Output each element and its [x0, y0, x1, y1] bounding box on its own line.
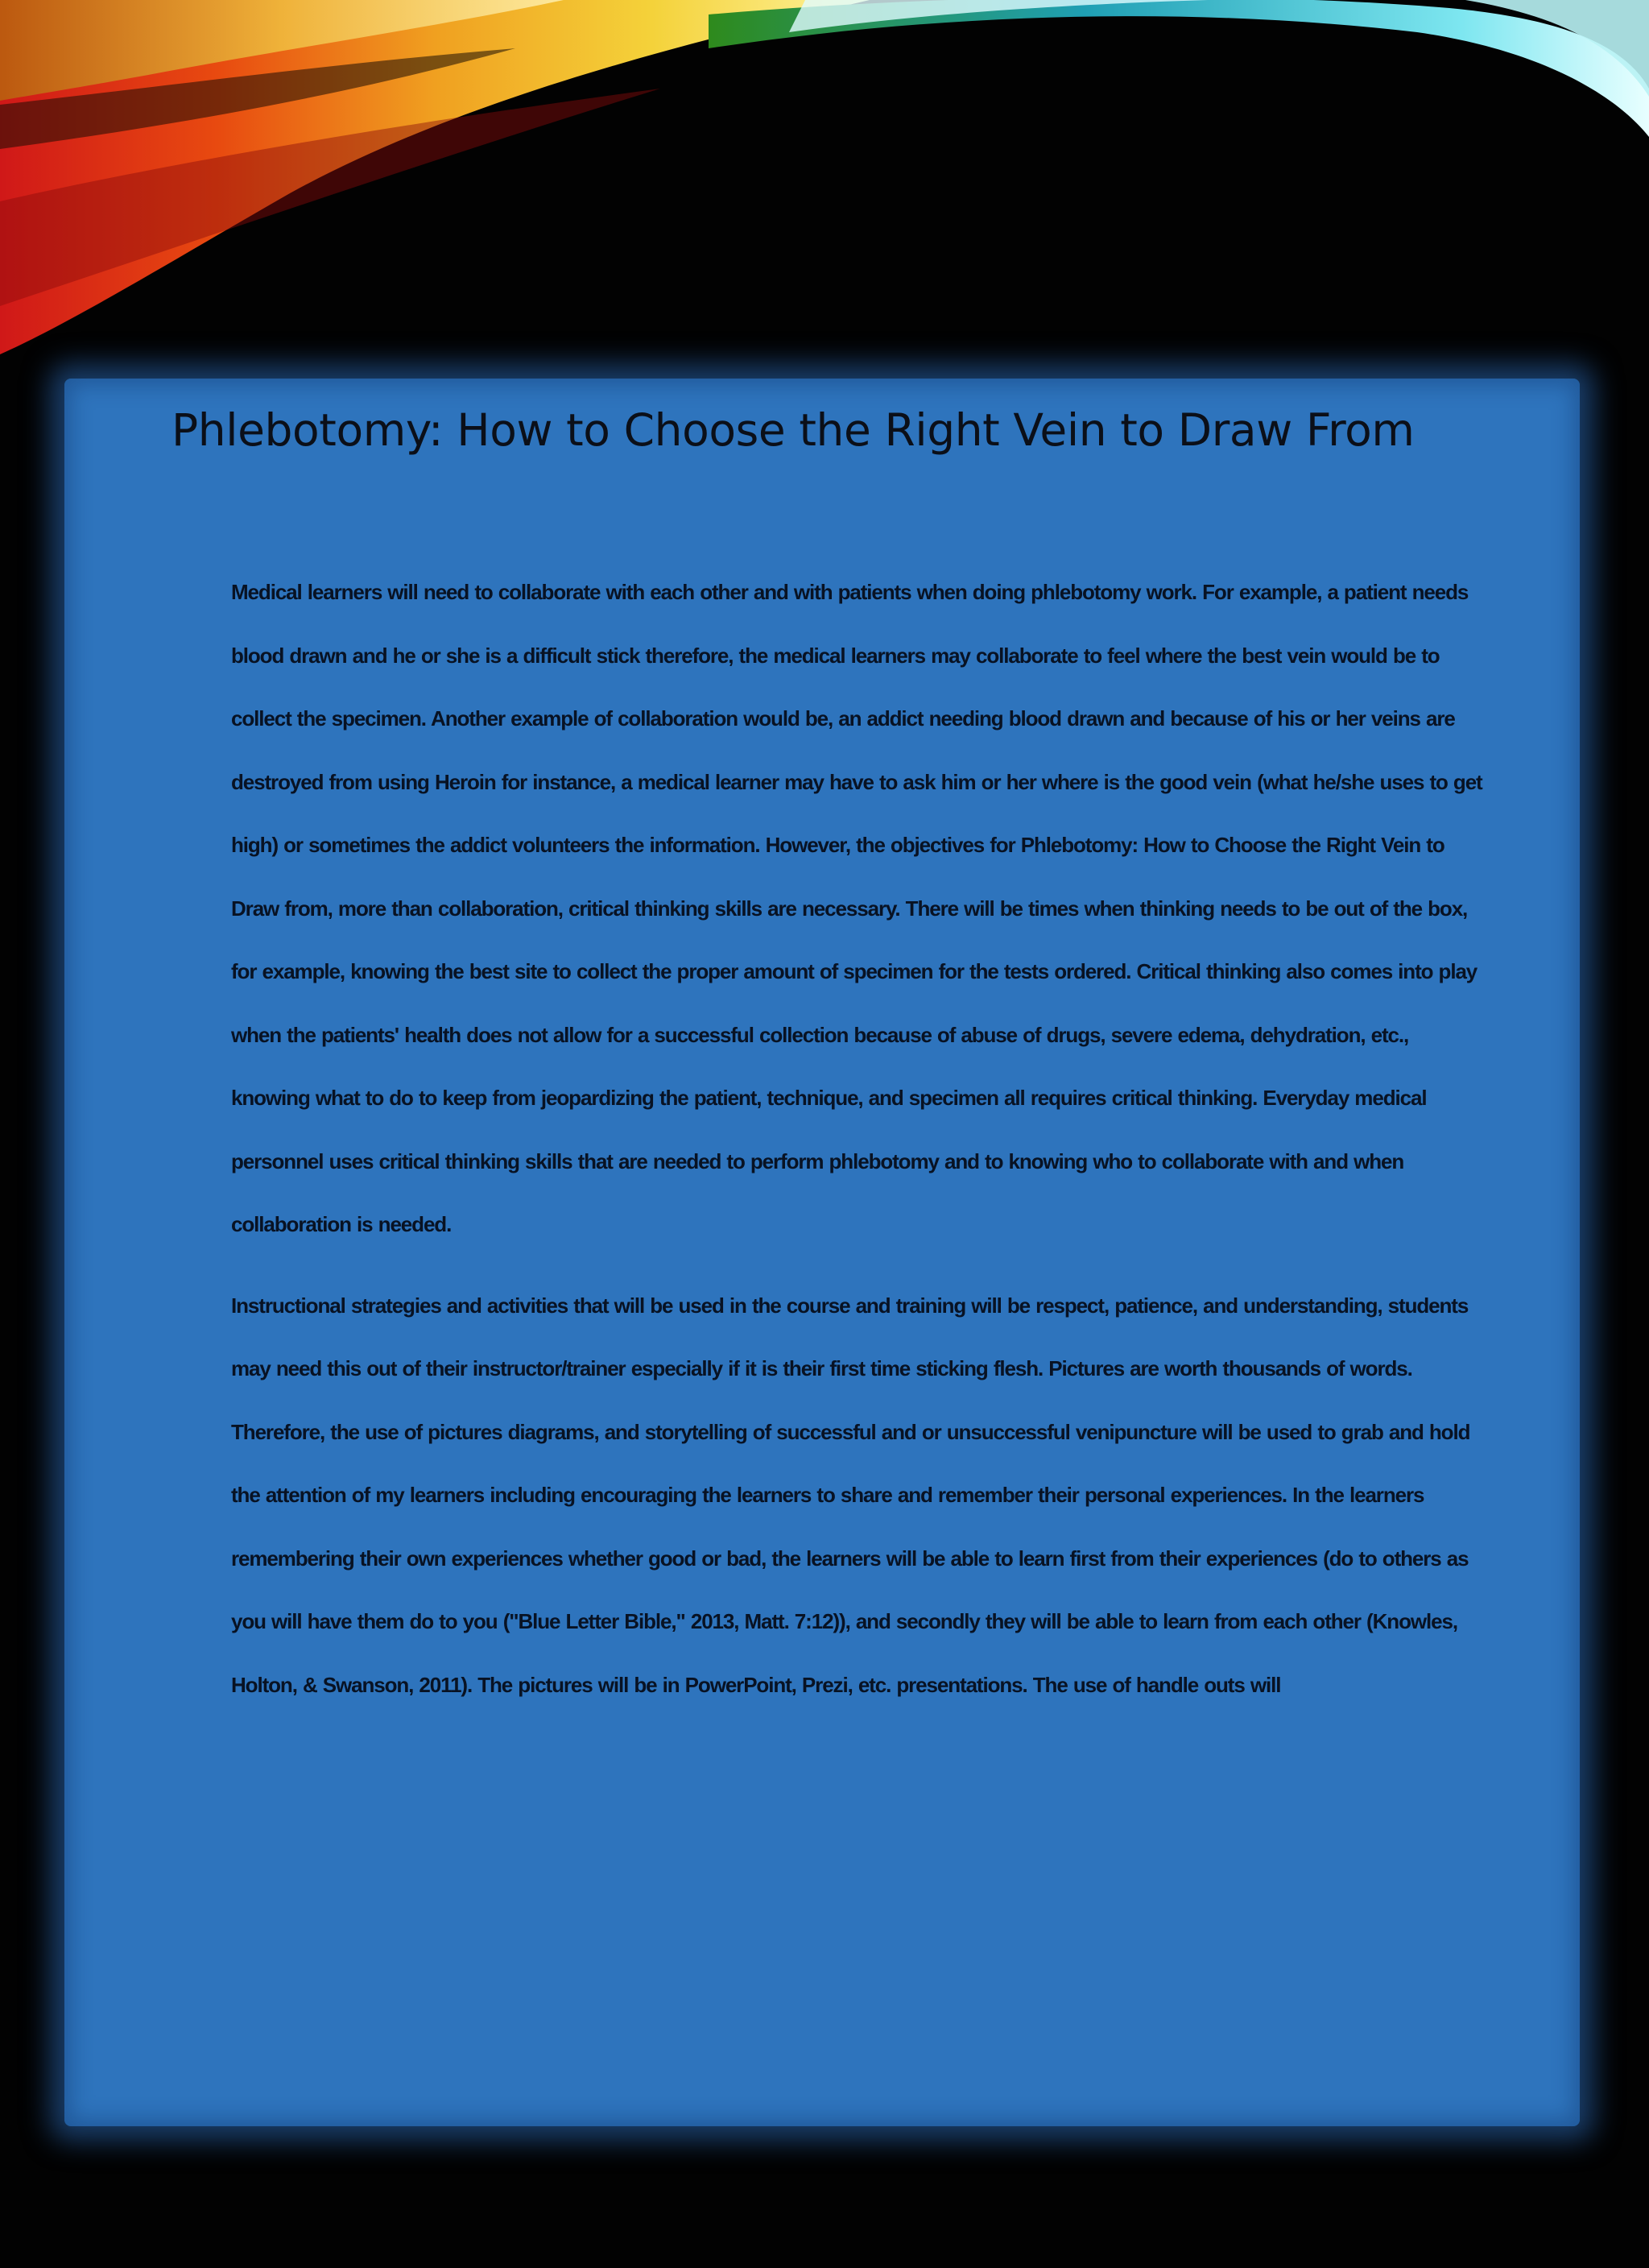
- body-paragraph-1: Medical learners will need to collaborate with each other and with patients when doing phlebotomy work. For example, a patient needs blood drawn and he or she is a difficult stick therefore, the medical learners may collaborate to feel where the best vein would be to collect the specimen. Another example of collaboration would be, an addict needing blood drawn and because of his or her veins are destroyed from using Heroin for instance, a medical learner may have to ask him or her where is the good vein (what he/she uses to get high) or sometimes the addict volunteers the information. However, the objectives for Phlebotomy: How to Choose the Right Vein to Draw from, more than collaboration, critical thinking skills are necessary. There will be times when thinking needs to be out of the box, for example, knowing the best site to collect the proper amount of specimen for the tests ordered. Critical thinking also comes into play when the patients' health does not allow for a successful collection because of abuse of drugs, severe edema, dehydration, etc., knowing what to do to keep from jeopardizing the patient, technique, and specimen all requires critical thinking. Everyday medical personnel uses critical thinking skills that are needed to perform phlebotomy and to knowing who to collaborate with and when collaboration is needed.: [231, 580, 1482, 1236]
- content-panel: [64, 379, 1580, 2126]
- slide-title: Phlebotomy: How to Choose the Right Vein to Draw From: [172, 404, 1415, 456]
- rainbow-swoosh-decoration: [0, 0, 1649, 370]
- body-paragraph-2: Instructional strategies and activities that will be used in the course and training will be respect, patience, and understanding, students may need this out of their instructor/trainer especially if it is their first time sticking flesh. Pictures are worth thousands of words. Therefore, the use of pictures diagrams, and storytelling of successful and or unsuccessful venipuncture will be used to grab and hold the attention of my learners including encouraging the learners to share and remember their personal experiences. In the learners remembering their own experiences whether good or bad, the learners will be able to learn first from their experiences (do to others as you will have them do to you ("Blue Letter Bible," 2013, Matt. 7:12)), and secondly they will be able to learn from each other (Knowles, Holton, & Swanson, 2011). The pictures will be in PowerPoint, Prezi, etc. presentations. The use of handle outs will: [231, 1293, 1470, 1697]
- slide-body: [231, 561, 1487, 1734]
